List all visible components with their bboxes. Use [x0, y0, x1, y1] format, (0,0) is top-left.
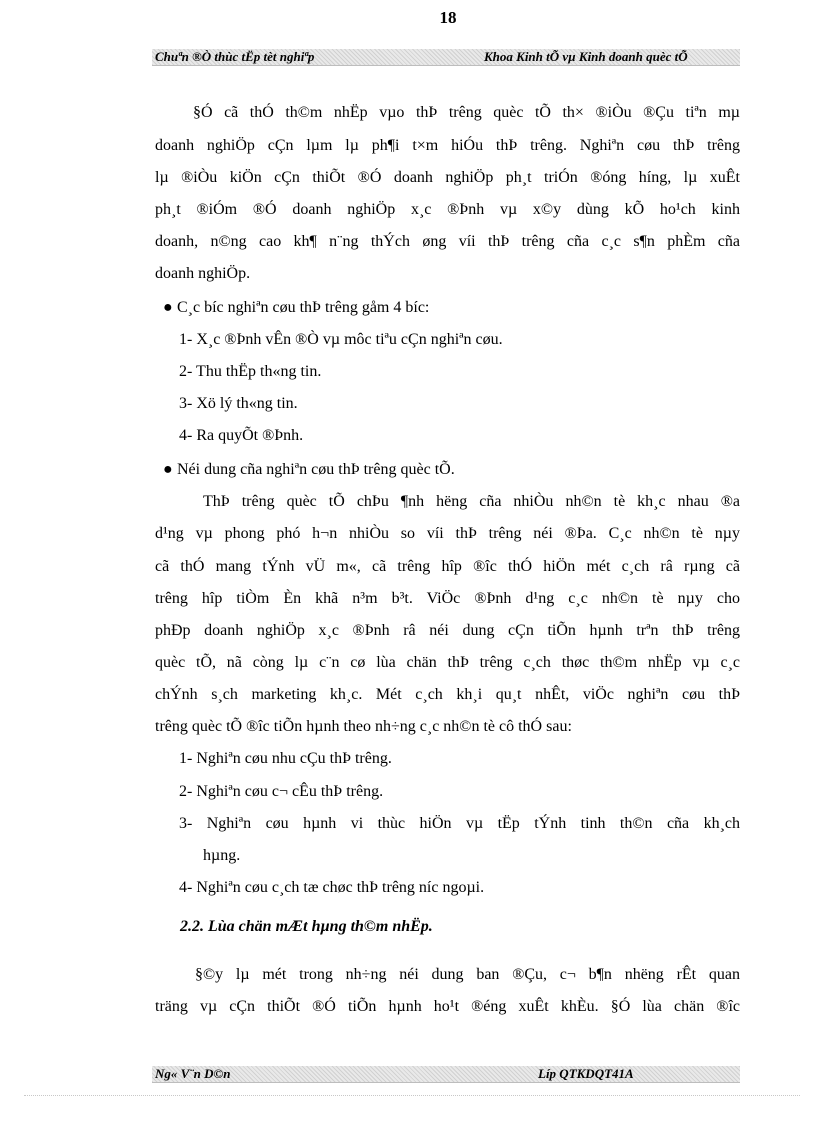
bullet-icon: ● — [163, 461, 173, 478]
paragraph-2-line: trêng quèc tÕ ®îc tiÕn hµnh theo nh÷ng c¸c nh©n tè cô thÓ sau: — [155, 718, 572, 735]
paragraph-1-line: ph¸t ®iÓm ®Ó doanh nghiÖp x¸c ®Þnh vµ x©y dùng kÕ ho¹ch kinh — [155, 201, 740, 218]
step-item: 2- Thu thËp th«ng tin. — [179, 363, 322, 380]
paragraph-1-line: §Ó cã thÓ th©m nhËp vµo thÞ trêng quèc tÕ th× ®iÒu ®Çu tiªn mµ — [193, 104, 740, 121]
page-number: 18 — [439, 8, 457, 27]
header-report-title: Chuªn ®Ò thùc tËp tèt nghiªp — [155, 49, 315, 64]
page-footer — [152, 1066, 740, 1083]
bullet-text: C¸c bíc nghiªn cøu thÞ trêng gåm 4 bíc: — [177, 299, 430, 316]
header-faculty: Khoa Kinh tÕ vµ Kinh doanh quèc tÕ — [484, 49, 688, 64]
research-item: 4- Nghiªn cøu c¸ch tæ chøc thÞ trêng níc ngoµi. — [179, 879, 485, 896]
bullet-research-steps — [163, 298, 748, 318]
bullet-icon: ● — [163, 299, 173, 316]
paragraph-2-line: quèc tÕ, nã còng lµ c¨n cø lùa chän thÞ trêng c¸ch thøc th©m nhËp vµ c¸c — [155, 654, 740, 671]
research-item: 3- Nghiªn cøu hµnh vi thùc hiÖn vµ tËp tÝnh tinh th©n cña kh¸ch — [179, 815, 740, 832]
paragraph-2-line: phÐp doanh nghiÖp x¸c ®Þnh râ néi dung cÇn tiÕn hµnh trªn thÞ trêng — [155, 622, 740, 639]
paragraph-1-line: doanh nghiÖp cÇn lµm lµ ph¶i t×m hiÓu thÞ trêng. Nghiªn cøu thÞ trêng — [155, 137, 740, 154]
footer-class: Líp QTKDQT41A — [538, 1066, 634, 1081]
step-item: 1- X¸c ®Þnh vÊn ®Ò vµ môc tiªu cÇn nghiªn cøu. — [179, 331, 503, 348]
paragraph-1-line: doanh nghiÖp. — [155, 265, 251, 282]
research-item-continuation: hµng. — [203, 847, 241, 864]
bullet-text: Néi dung cña nghiªn cøu thÞ trêng quèc tÕ. — [177, 461, 455, 478]
paragraph-2-line: cã thÓ mang tÝnh vÜ m«, cã trêng hîp ®îc thÓ hiÖn mét c¸ch râ rµng cã — [155, 558, 740, 575]
paragraph-3-line: träng vµ cÇn thiÕt ®Ó tiÕn hµnh ho¹t ®éng xuÊt khÈu. §Ó lùa chän ®îc — [155, 998, 740, 1015]
bullet-research-content — [163, 460, 748, 480]
paragraph-1-line: lµ ®iÒu kiÖn cÇn thiÕt ®Ó doanh nghiÖp ph¸t triÓn ®óng híng, lµ xuÊt — [155, 169, 740, 186]
research-item: 1- Nghiªn cøu nhu cÇu thÞ trêng. — [179, 750, 392, 767]
page-header — [152, 49, 740, 66]
footer-author: Ng« V¨n D©n — [155, 1066, 231, 1081]
paragraph-2-line: ThÞ trêng quèc tÕ chÞu ¶nh hëng cña nhiÒu nh©n tè kh¸c nhau ®a — [203, 493, 740, 510]
section-heading: 2.2. Lùa chän mÆt hµng th©m nhËp. — [180, 918, 433, 935]
paragraph-3-line: §©y lµ mét trong nh÷ng néi dung ban ®Çu, c¬ b¶n nhëng rÊt quan — [195, 966, 740, 983]
step-item: 3- Xö lý th«ng tin. — [179, 395, 298, 412]
paragraph-2-line: d¹ng vµ phong phó h¬n nhiÒu so víi thÞ trêng néi ®Þa. C¸c nh©n tè nµy — [155, 525, 740, 542]
step-item: 4- Ra quyÕt ®Þnh. — [179, 427, 304, 444]
page-bottom-divider — [24, 1095, 800, 1096]
paragraph-2-line: trêng hîp tiÒm Èn khã n³m b³t. ViÖc ®Þnh d¹ng c¸c nh©n tè nµy cho — [155, 590, 740, 607]
paragraph-2-line: chÝnh s¸ch marketing kh¸c. Mét c¸ch kh¸i qu¸t nhÊt, viÖc nghiªn cøu thÞ — [155, 686, 740, 703]
research-item: 2- Nghiªn cøu c¬ cÊu thÞ trêng. — [179, 783, 384, 800]
paragraph-1-line: doanh, n©ng cao kh¶ n¨ng thÝch øng víi thÞ trêng cña c¸c s¶n phÈm cña — [155, 233, 740, 250]
